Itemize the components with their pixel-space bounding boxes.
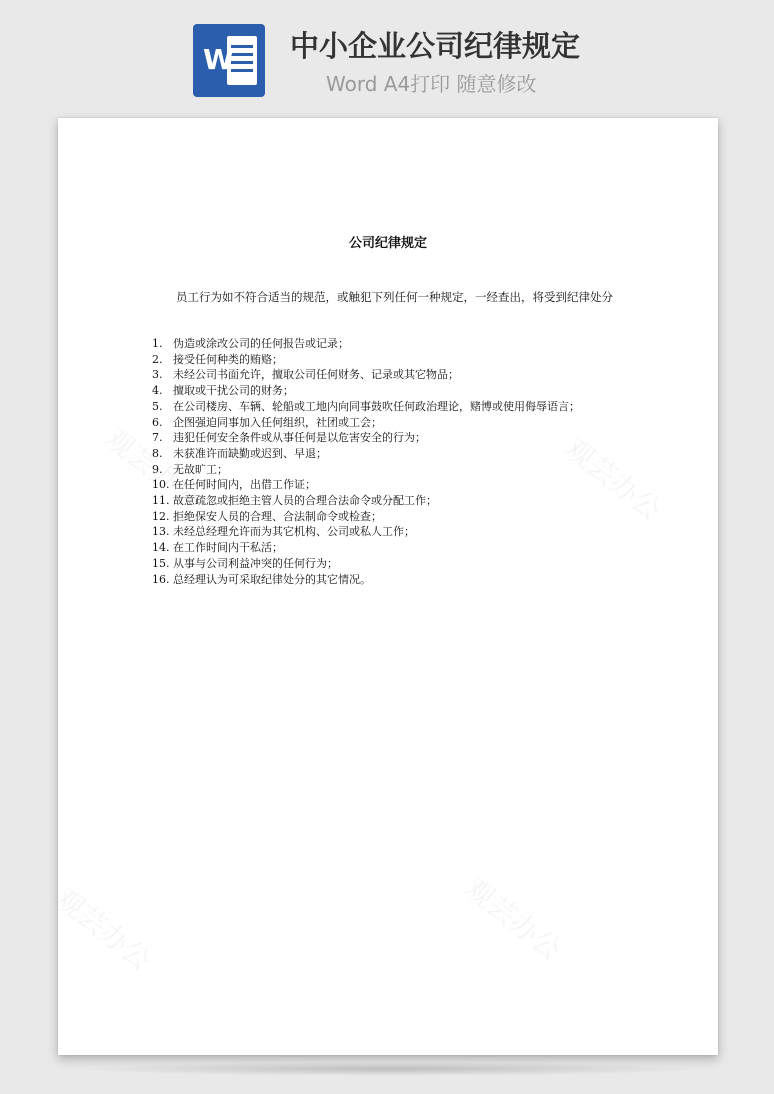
list-item-number: 11. [152, 494, 170, 508]
list-item-number: 8. [152, 446, 163, 460]
list-item [152, 462, 652, 478]
list-item-number: 10. [152, 478, 170, 492]
list-item-number: 15. [152, 556, 170, 570]
page-shadow [80, 1062, 700, 1076]
list-item-text: 擅取或干扰公司的财务； [173, 384, 294, 398]
list-item-text: 从事与公司利益冲突的任何行为； [173, 556, 338, 570]
list-item-text: 故意疏忽或拒绝主管人员的合理合法命令或分配工作； [173, 494, 437, 508]
list-item [152, 430, 652, 446]
list-item-text: 接受任何种类的贿赂； [173, 352, 283, 366]
list-item-text: 企图强迫同事加入任何组织，社团或工会； [173, 415, 382, 429]
list-item-number: 13. [152, 525, 170, 539]
list-item [152, 493, 652, 509]
page-subtitle: Word A4打印 随意修改 [326, 72, 537, 96]
list-item-number: 12. [152, 509, 170, 523]
list-item-number: 6. [152, 415, 163, 429]
list-item [152, 446, 652, 462]
list-item-number: 4. [152, 384, 163, 398]
list-item-text: 总经理认为可采取纪律处分的其它情况。 [173, 572, 371, 586]
watermark [458, 868, 571, 968]
list-item-number: 3. [152, 368, 163, 382]
list-item-text: 未经公司书面允许，擅取公司任何财务、记录或其它物品； [173, 368, 459, 382]
list-item-text: 拒绝保安人员的合理、合法制命令或检查； [173, 509, 382, 523]
list-item-number: 16. [152, 572, 170, 586]
document-page [58, 118, 718, 1055]
list-item [152, 572, 652, 588]
list-item-number: 9. [152, 462, 163, 476]
list-item-text: 未经总经理允许而为其它机构、公司或私人工作； [173, 525, 415, 539]
list-item-text: 未获准许而缺勤或迟到、早退； [173, 446, 327, 460]
list-item [152, 524, 652, 540]
list-item [152, 556, 652, 572]
list-item-number: 2. [152, 352, 163, 366]
list-item-text: 伪造或涂改公司的任何报告或记录； [173, 337, 349, 350]
watermark [48, 878, 161, 978]
list-item-text: 在公司楼房、车辆、轮船或工地内向同事鼓吹任何政治理论，赌博或使用侮辱语言； [173, 399, 580, 413]
word-document-icon [193, 24, 265, 97]
list-item-number: 5. [152, 399, 163, 413]
list-item-number: 7. [152, 431, 163, 445]
list-item-number: 14. [152, 541, 170, 555]
list-item-text: 在工作时间内干私活； [173, 541, 283, 555]
list-item-text: 在任何时间内，出借工作证； [173, 478, 316, 492]
list-item [152, 383, 652, 399]
list-item-number: 1. [152, 337, 163, 350]
list-item-text: 无故旷工； [173, 462, 228, 476]
list-item [152, 540, 652, 556]
intro-paragraph: 员工行为如不符合适当的规范，或触犯下列任何一种规定，一经查出，将受到纪律处分 [176, 290, 613, 304]
list-item [152, 367, 652, 383]
list-item [152, 477, 652, 493]
list-item [152, 415, 652, 431]
rules-list [152, 336, 652, 587]
list-item [152, 352, 652, 368]
document-title: 公司纪律规定 [348, 236, 427, 251]
header [0, 0, 774, 118]
list-item [152, 336, 652, 352]
list-item [152, 399, 652, 415]
list-item-text: 违犯任何安全条件或从事任何是以危害安全的行为； [173, 431, 426, 445]
list-item [152, 509, 652, 525]
word-icon-letter: W [203, 43, 234, 76]
page-title: 中小企业公司纪律规定 [290, 29, 581, 63]
